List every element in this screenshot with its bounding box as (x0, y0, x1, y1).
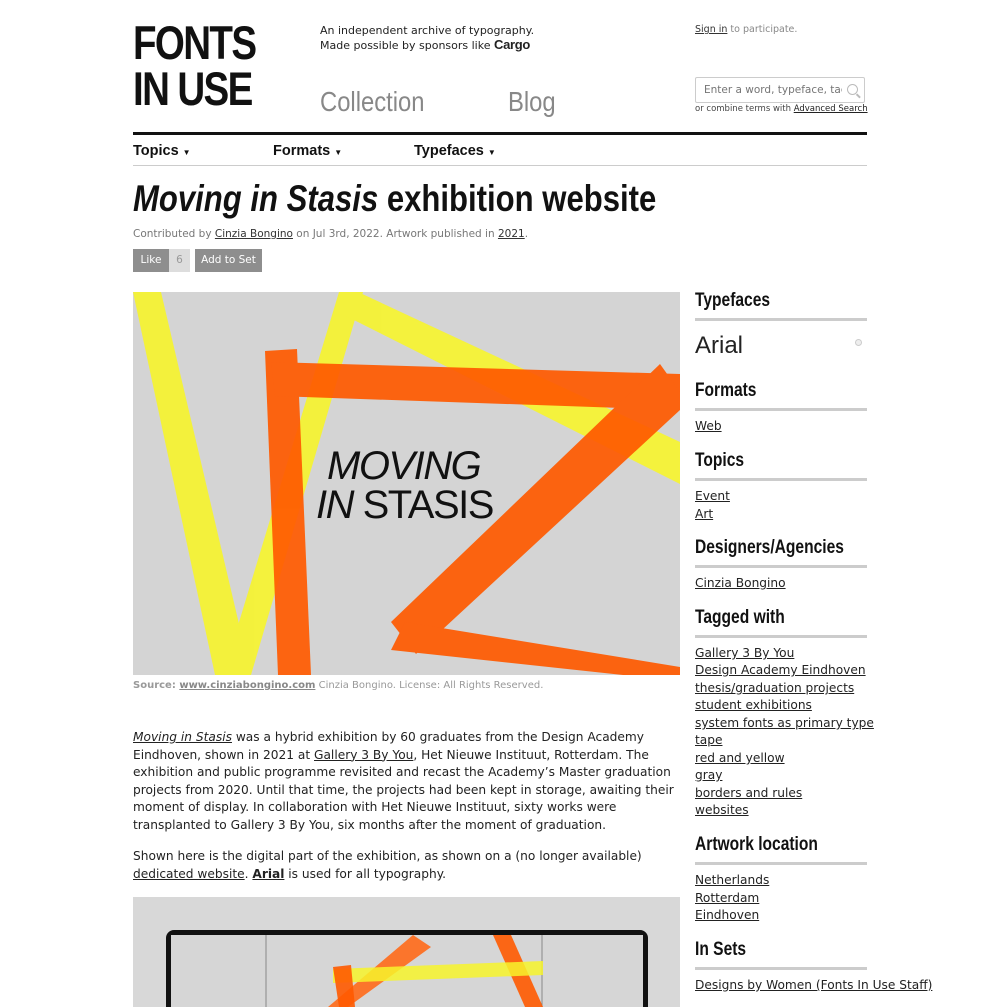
caret-down-icon: ▼ (487, 148, 496, 157)
exhibition-link[interactable]: Moving in Stasis (133, 730, 232, 744)
topic-event[interactable]: Event (695, 489, 730, 503)
tag-link[interactable]: websites (695, 803, 749, 817)
p1-text-b: , Het Nieuwe Instituut, Rotterdam. The exhibition and public programme revisited and recast the Academy’s Master graduation projects from 2020. Until that time, the projects had been kept in storage, awaiting their moment of display. In collaboration with Het Nieuwe Instituut, sixty works were transplanted to Gallery 3 By You, six months after the moment of graduation. (133, 747, 674, 832)
menu-typefaces[interactable] (414, 143, 496, 159)
tag-link[interactable]: red and yellow (695, 751, 785, 765)
description-paragraph-1 (133, 729, 683, 834)
location-link[interactable]: Eindhoven (695, 908, 760, 922)
gallery-link[interactable]: Gallery 3 By You (314, 747, 414, 762)
screenshot-artwork (133, 897, 680, 1007)
divider (695, 318, 867, 321)
menu-formats[interactable] (273, 143, 342, 159)
year-link[interactable]: 2021 (497, 228, 525, 240)
tag-link[interactable]: Gallery 3 By You (695, 646, 795, 660)
tag-link[interactable]: Design Academy Eindhoven (695, 663, 866, 677)
hero-text-1: MOVING (327, 444, 481, 488)
search-hint-prefix: or combine terms with (695, 104, 794, 114)
search-icon[interactable] (847, 84, 858, 95)
topic-art[interactable]: Art (695, 507, 714, 521)
divider (695, 635, 867, 638)
caret-down-icon: ▼ (334, 148, 343, 157)
description-paragraph-2 (133, 848, 683, 883)
p2-text-b: . (244, 866, 253, 881)
tag-link[interactable]: borders and rules (695, 786, 803, 800)
p2-text-c: is used for all typography. (284, 866, 447, 881)
contribution-meta (133, 228, 528, 240)
tape-orange-2 (271, 362, 680, 410)
menu-typefaces-label: Typefaces (414, 143, 484, 159)
signin-text (695, 24, 797, 35)
caption-source-link[interactable]: www.cinziabongino.com (179, 680, 316, 691)
p2-text-a: Shown here is the digital part of the exhibition, as shown on a (no longer available) (133, 849, 642, 863)
typeface-arial[interactable]: Arial (695, 332, 744, 359)
divider (695, 967, 867, 970)
sidebar-location-title: Artwork location (695, 834, 818, 855)
add-to-set-button[interactable]: Add to Set (195, 249, 262, 272)
author-link[interactable]: Cinzia Bongino (214, 228, 293, 240)
hero-text-in: IN (316, 483, 353, 527)
meta-prefix: Contributed by (133, 228, 215, 240)
arial-link[interactable]: Arial (252, 866, 285, 881)
nav-collection[interactable]: Collection (320, 86, 425, 117)
menu-bar (133, 132, 867, 166)
tagline-line-1: An independent archive of typography. (320, 24, 535, 37)
logo-line-2: IN USE (133, 62, 252, 115)
tag-link[interactable]: thesis/graduation projects (695, 681, 855, 695)
image-caption (133, 680, 543, 691)
tagline (320, 24, 534, 53)
title-rest: exhibition website (378, 178, 657, 219)
tag-link[interactable]: gray (695, 768, 723, 782)
divider (695, 565, 867, 568)
hero-image[interactable] (133, 292, 680, 675)
meta-mid: on Jul 3rd, 2022. Artwork published in (292, 228, 498, 240)
designer-cinzia-bongino[interactable]: Cinzia Bongino (695, 576, 786, 590)
tag-link[interactable]: system fonts as primary type (695, 716, 874, 730)
sidebar-sets-title: In Sets (695, 939, 747, 960)
hero-text-stasis: STASIS (353, 483, 493, 527)
format-web[interactable]: Web (695, 419, 722, 433)
signin-suffix: to participate. (727, 24, 798, 35)
like-button[interactable]: Like (133, 249, 169, 272)
sidebar-tags-title: Tagged with (695, 607, 785, 628)
tape-yellow-1 (133, 292, 251, 675)
caption-rest: Cinzia Bongino. License: All Rights Reserved. (315, 680, 544, 691)
tape-orange-4 (391, 622, 680, 675)
tag-link[interactable]: student exhibitions (695, 698, 812, 712)
hero-text-2 (316, 483, 493, 527)
search-box[interactable] (695, 77, 865, 103)
typeface-info-icon[interactable] (855, 339, 862, 346)
hero-artwork (133, 292, 680, 675)
set-link[interactable]: Designs by Women (Fonts In Use Staff) (695, 978, 933, 992)
site-logo[interactable] (133, 16, 256, 115)
like-count: 6 (169, 249, 190, 272)
menu-topics-label: Topics (133, 143, 179, 159)
page-title (133, 178, 656, 220)
advanced-search-link[interactable]: Advanced Search (793, 104, 868, 114)
sponsor-link[interactable]: Cargo (493, 37, 531, 52)
signin-link[interactable]: Sign in (695, 24, 728, 35)
location-link[interactable]: Rotterdam (695, 891, 760, 905)
website-screenshot-image[interactable] (133, 897, 680, 1007)
sidebar-typefaces-title: Typefaces (695, 290, 771, 311)
divider (695, 478, 867, 481)
caret-down-icon: ▼ (182, 148, 191, 157)
website-link[interactable]: dedicated website (133, 866, 245, 881)
tape-orange-1 (265, 349, 311, 675)
menu-formats-label: Formats (273, 143, 331, 159)
title-italic: Moving in Stasis (133, 178, 379, 219)
meta-end: . (524, 228, 529, 240)
divider (695, 862, 867, 865)
caption-label: Source: (133, 680, 180, 691)
search-hint (695, 104, 868, 114)
p1-text-a: was a hybrid exhibition by 60 graduates from the Design Academy Eindhoven, shown in 2021 at (133, 730, 644, 762)
divider (695, 408, 867, 411)
tagline-line-2: Made possible by sponsors like (320, 39, 491, 52)
nav-blog[interactable]: Blog (508, 86, 556, 117)
search-input[interactable] (704, 78, 842, 102)
menu-topics[interactable] (133, 143, 191, 159)
location-link[interactable]: Netherlands (695, 873, 770, 887)
sidebar-formats-title: Formats (695, 380, 757, 401)
logo-line-1: FONTS (133, 16, 256, 69)
sidebar-designers-title: Designers/Agencies (695, 537, 844, 558)
tag-link[interactable]: tape (695, 733, 723, 747)
sidebar-topics-title: Topics (695, 450, 745, 471)
